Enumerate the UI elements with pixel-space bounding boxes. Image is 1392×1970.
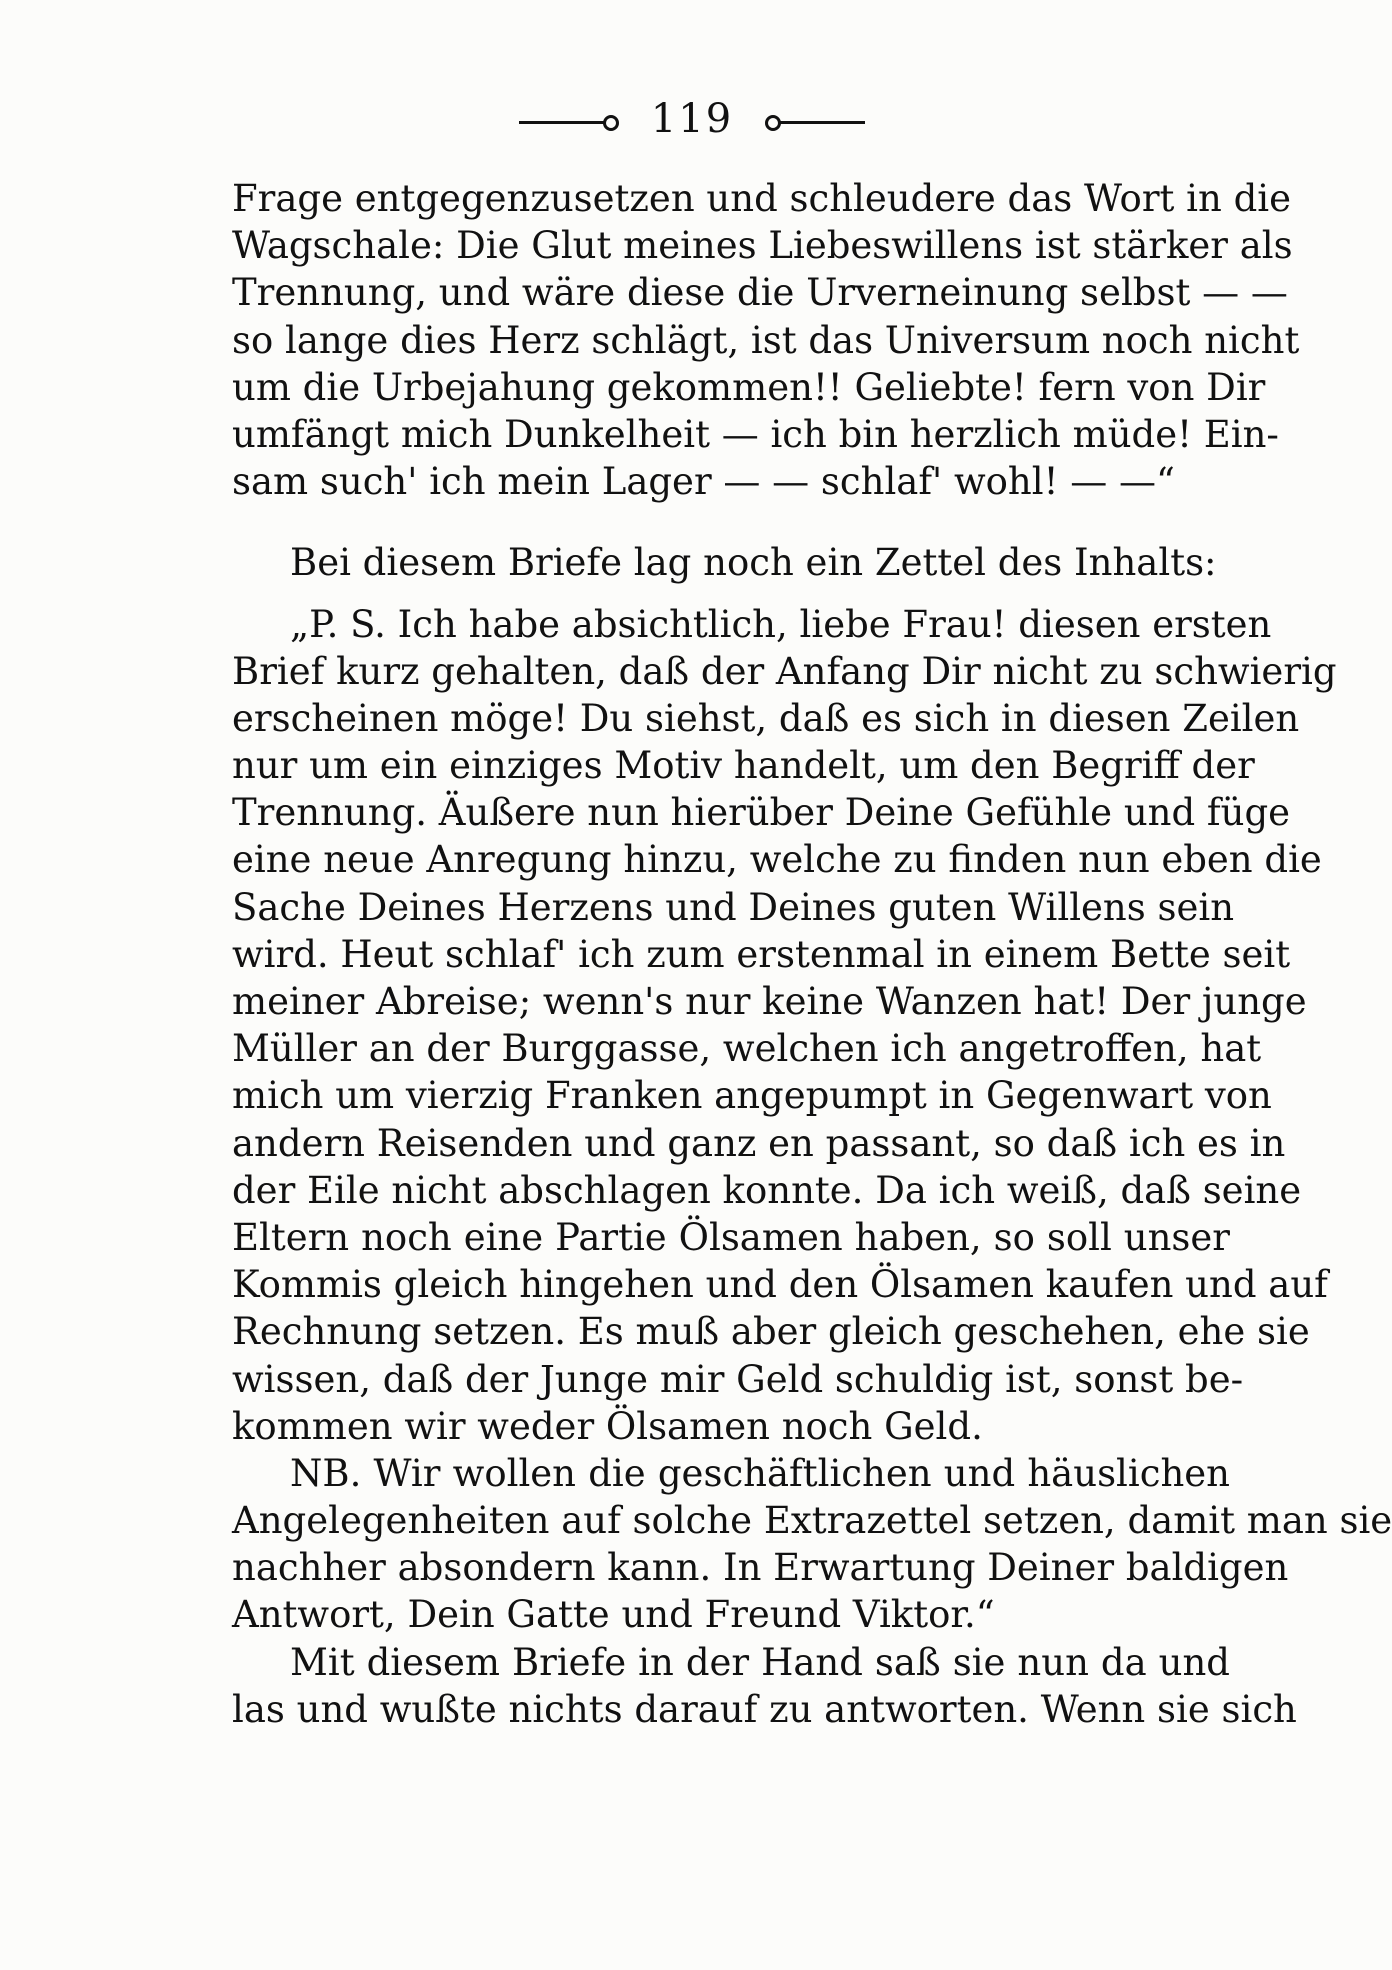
ornament-left <box>519 121 609 124</box>
body-text <box>232 175 1392 1733</box>
text-line: NB. Wir wollen die geschäftlichen und häuslichen <box>290 1451 1230 1495</box>
text-line: meiner Abreise; wenn's nur keine Wanzen hat! Der junge <box>232 980 1307 1023</box>
text-line: Bei diesem Briefe lag noch ein Zettel des Inhalts: <box>290 541 1217 585</box>
text-line: Wagschale: Die Glut meines Liebeswillens ist stärker als <box>232 224 1293 268</box>
page-number-text: 119 <box>650 96 734 142</box>
text-line: Trennung. Äußere nun hierüber Deine Gefühle und füge <box>232 791 1291 835</box>
paragraph-gap <box>232 587 1230 601</box>
text-line: mich um vierzig Franken angepumpt in Gegenwart von <box>232 1074 1272 1118</box>
text-line: Antwort, Dein Gatte und Freund Viktor.“ <box>232 1593 995 1637</box>
text-line: „P. S. Ich habe absichtlich, liebe Frau! diesen ersten <box>290 602 1272 646</box>
text-line: nachher absondern kann. In Erwartung Deiner baldigen <box>232 1546 1289 1590</box>
text-line: Müller an der Burggasse, welchen ich angetroffen, hat <box>232 1027 1262 1071</box>
paragraph-gap <box>232 505 1230 539</box>
text-line: so lange dies Herz schlägt, ist das Universum noch nicht <box>232 318 1300 362</box>
text-line: andern Reisenden und ganz en passant, so daß ich es in <box>232 1121 1286 1165</box>
text-line: Sache Deines Herzens und Deines guten Willens sein <box>232 885 1235 929</box>
text-line: der Eile nicht abschlagen konnte. Da ich weiß, daß seine <box>232 1168 1302 1212</box>
text-line: erscheinen möge! Du siehst, daß es sich in diesen Zeilen <box>232 696 1300 740</box>
text-line: Eltern noch eine Partie Ölsamen haben, so soll unser <box>232 1215 1230 1259</box>
page-number <box>0 96 1384 142</box>
text-line: um die Urbejahung gekommen!! Geliebte! fern von Dir <box>232 365 1266 409</box>
ornament-right <box>775 121 865 124</box>
text-line: Angelegenheiten auf solche Extrazettel setzen, damit man sie <box>232 1499 1392 1543</box>
text-line: Mit diesem Briefe in der Hand saß sie nun da und <box>290 1640 1230 1684</box>
text-line: eine neue Anregung hinzu, welche zu finden nun eben die <box>232 838 1322 882</box>
text-line: Brief kurz gehalten, daß der Anfang Dir nicht zu schwierig <box>232 649 1337 693</box>
text-line: sam such' ich mein Lager — — schlaf' wohl! — —“ <box>232 460 1175 504</box>
text-line: Kommis gleich hingehen und den Ölsamen kaufen und auf <box>232 1263 1328 1307</box>
text-line: nur um ein einziges Motiv handelt, um den Begriff der <box>232 744 1255 788</box>
text-line: Rechnung setzen. Es muß aber gleich geschehen, ehe sie <box>232 1310 1310 1354</box>
text-line: wissen, daß der Junge mir Geld schuldig ist, sonst be- <box>232 1357 1244 1401</box>
text-line: Trennung, und wäre diese die Urverneinung selbst — — <box>232 271 1288 315</box>
text-line: wird. Heut schlaf' ich zum erstenmal in einem Bette seit <box>232 932 1291 976</box>
text-line: las und wußte nichts darauf zu antworten. Wenn sie sich <box>232 1687 1297 1731</box>
text-line: kommen wir weder Ölsamen noch Geld. <box>232 1404 983 1448</box>
text-line: umfängt mich Dunkelheit — ich bin herzlich müde! Ein- <box>232 412 1279 456</box>
text-line: Frage entgegenzusetzen und schleudere das Wort in die <box>232 177 1291 220</box>
